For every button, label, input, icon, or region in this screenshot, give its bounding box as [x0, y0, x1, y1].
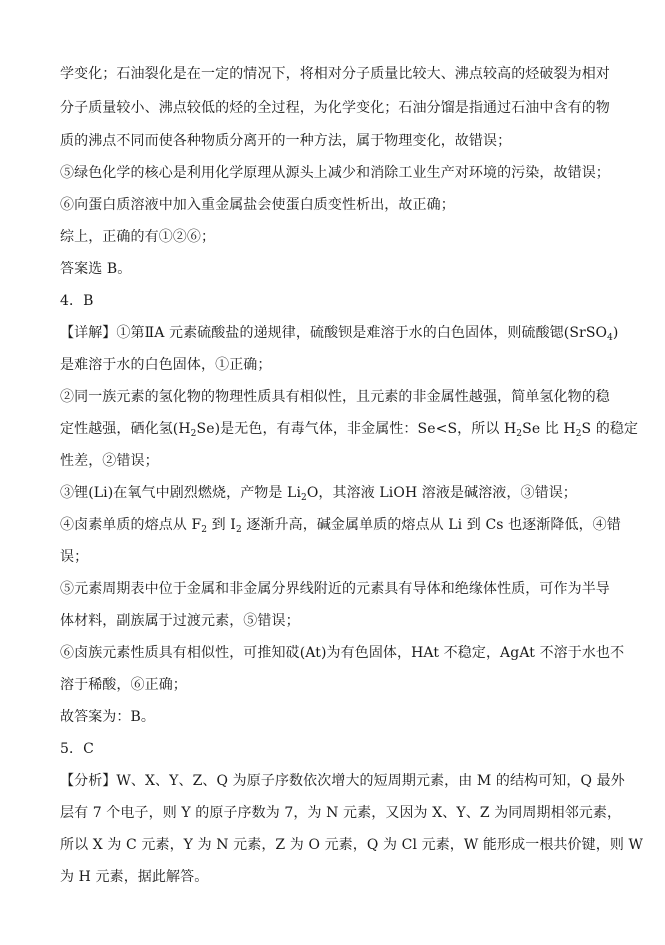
text-line: 体材料，副族属于过渡元素，⑤错误；: [60, 613, 300, 629]
text-line: 溶于稀酸，⑥正确；: [60, 677, 187, 693]
text-line: ④卤素单质的熔点从 $F_2$ 到 $I_2$ 逐渐升高，碱金属单质的熔点从 Li 到 Cs 也逐渐降低，④错: [60, 517, 621, 535]
text-line: ⑤绿色化学的核心是利用化学原理从源头上减少和消除工业生产对环境的污染，故错误；: [60, 165, 610, 181]
text-line: 质的沸点不同而使各种物质分离开的一种方法，属于物理变化，故错误；: [60, 133, 512, 149]
text-line: 是难溶于水的白色固体，①正确；: [60, 357, 272, 373]
question-number: 5．C: [60, 741, 94, 757]
text-line: ⑥向蛋白质溶液中加入重金属盐会使蛋白质变性析出，故正确；: [60, 197, 455, 213]
text-line: 性差，②错误；: [60, 453, 159, 469]
detail-prefix: 【详解】①第ⅡA 元素硫酸盐的递规律，硫酸钡是难溶于水的白色固体，则硫酸锶(SrSO$_4$): [60, 325, 619, 343]
text-line: 定性越强，硒化氢$(H_2Se)$是无色，有毒气体，非金属性：Se<S，所以 $H_2Se$ 比 $H_2S$ 的稳定: [60, 421, 639, 439]
text-line: 综上，正确的有①②⑥；: [60, 229, 216, 245]
text-line: 学变化；石油裂化是在一定的情况下，将相对分子质量比较大、沸点较高的烃破裂为相对: [60, 66, 610, 82]
text-line: ⑥卤族元素性质具有相似性，可推知砹(At)为有色固体，HAt 不稳定，AgAt 不溶于水也不: [60, 645, 625, 661]
text-line: 层有 7 个电子，则 Y 的原子序数为 7，为 N 元素，又因为 X、Y、Z 为同周期相邻元素，: [60, 805, 622, 821]
text-line: 分子质量较小、沸点较低的烃的全过程，为化学变化；石油分馏是指通过石油中含有的物: [60, 100, 610, 116]
text-line: ③锂(Li)在氧气中剧烈燃烧，产物是 $Li_2O$，其溶液 LiOH 溶液是碱溶液，③错误；: [60, 485, 577, 503]
text-line: ②同一族元素的氢化物的物理性质具有相似性，且元素的非金属性越强，简单氢化物的稳: [60, 389, 610, 405]
text-line: 【分析】W、X、Y、Z、Q 为原子序数依次增大的短周期元素，由 M 的结构可知，Q 最外: [60, 773, 625, 789]
text-line: 误；: [60, 549, 89, 565]
question-number: 4．B: [60, 293, 94, 309]
text-line: ⑤元素周期表中位于金属和非金属分界线附近的元素具有导体和绝缘体性质，可作为半导: [60, 581, 610, 597]
text-line-detail-heading: [60, 323, 618, 343]
text-line: 故答案为：B。: [60, 709, 155, 725]
text-line: 所以 X 为 C 元素，Y 为 N 元素，Z 为 O 元素，Q 为 Cl 元素，W 能形成一根共价键，则 W: [60, 837, 643, 853]
text-line: 为 H 元素，据此解答。: [60, 869, 209, 885]
text-line: 答案选 B。: [60, 261, 132, 277]
